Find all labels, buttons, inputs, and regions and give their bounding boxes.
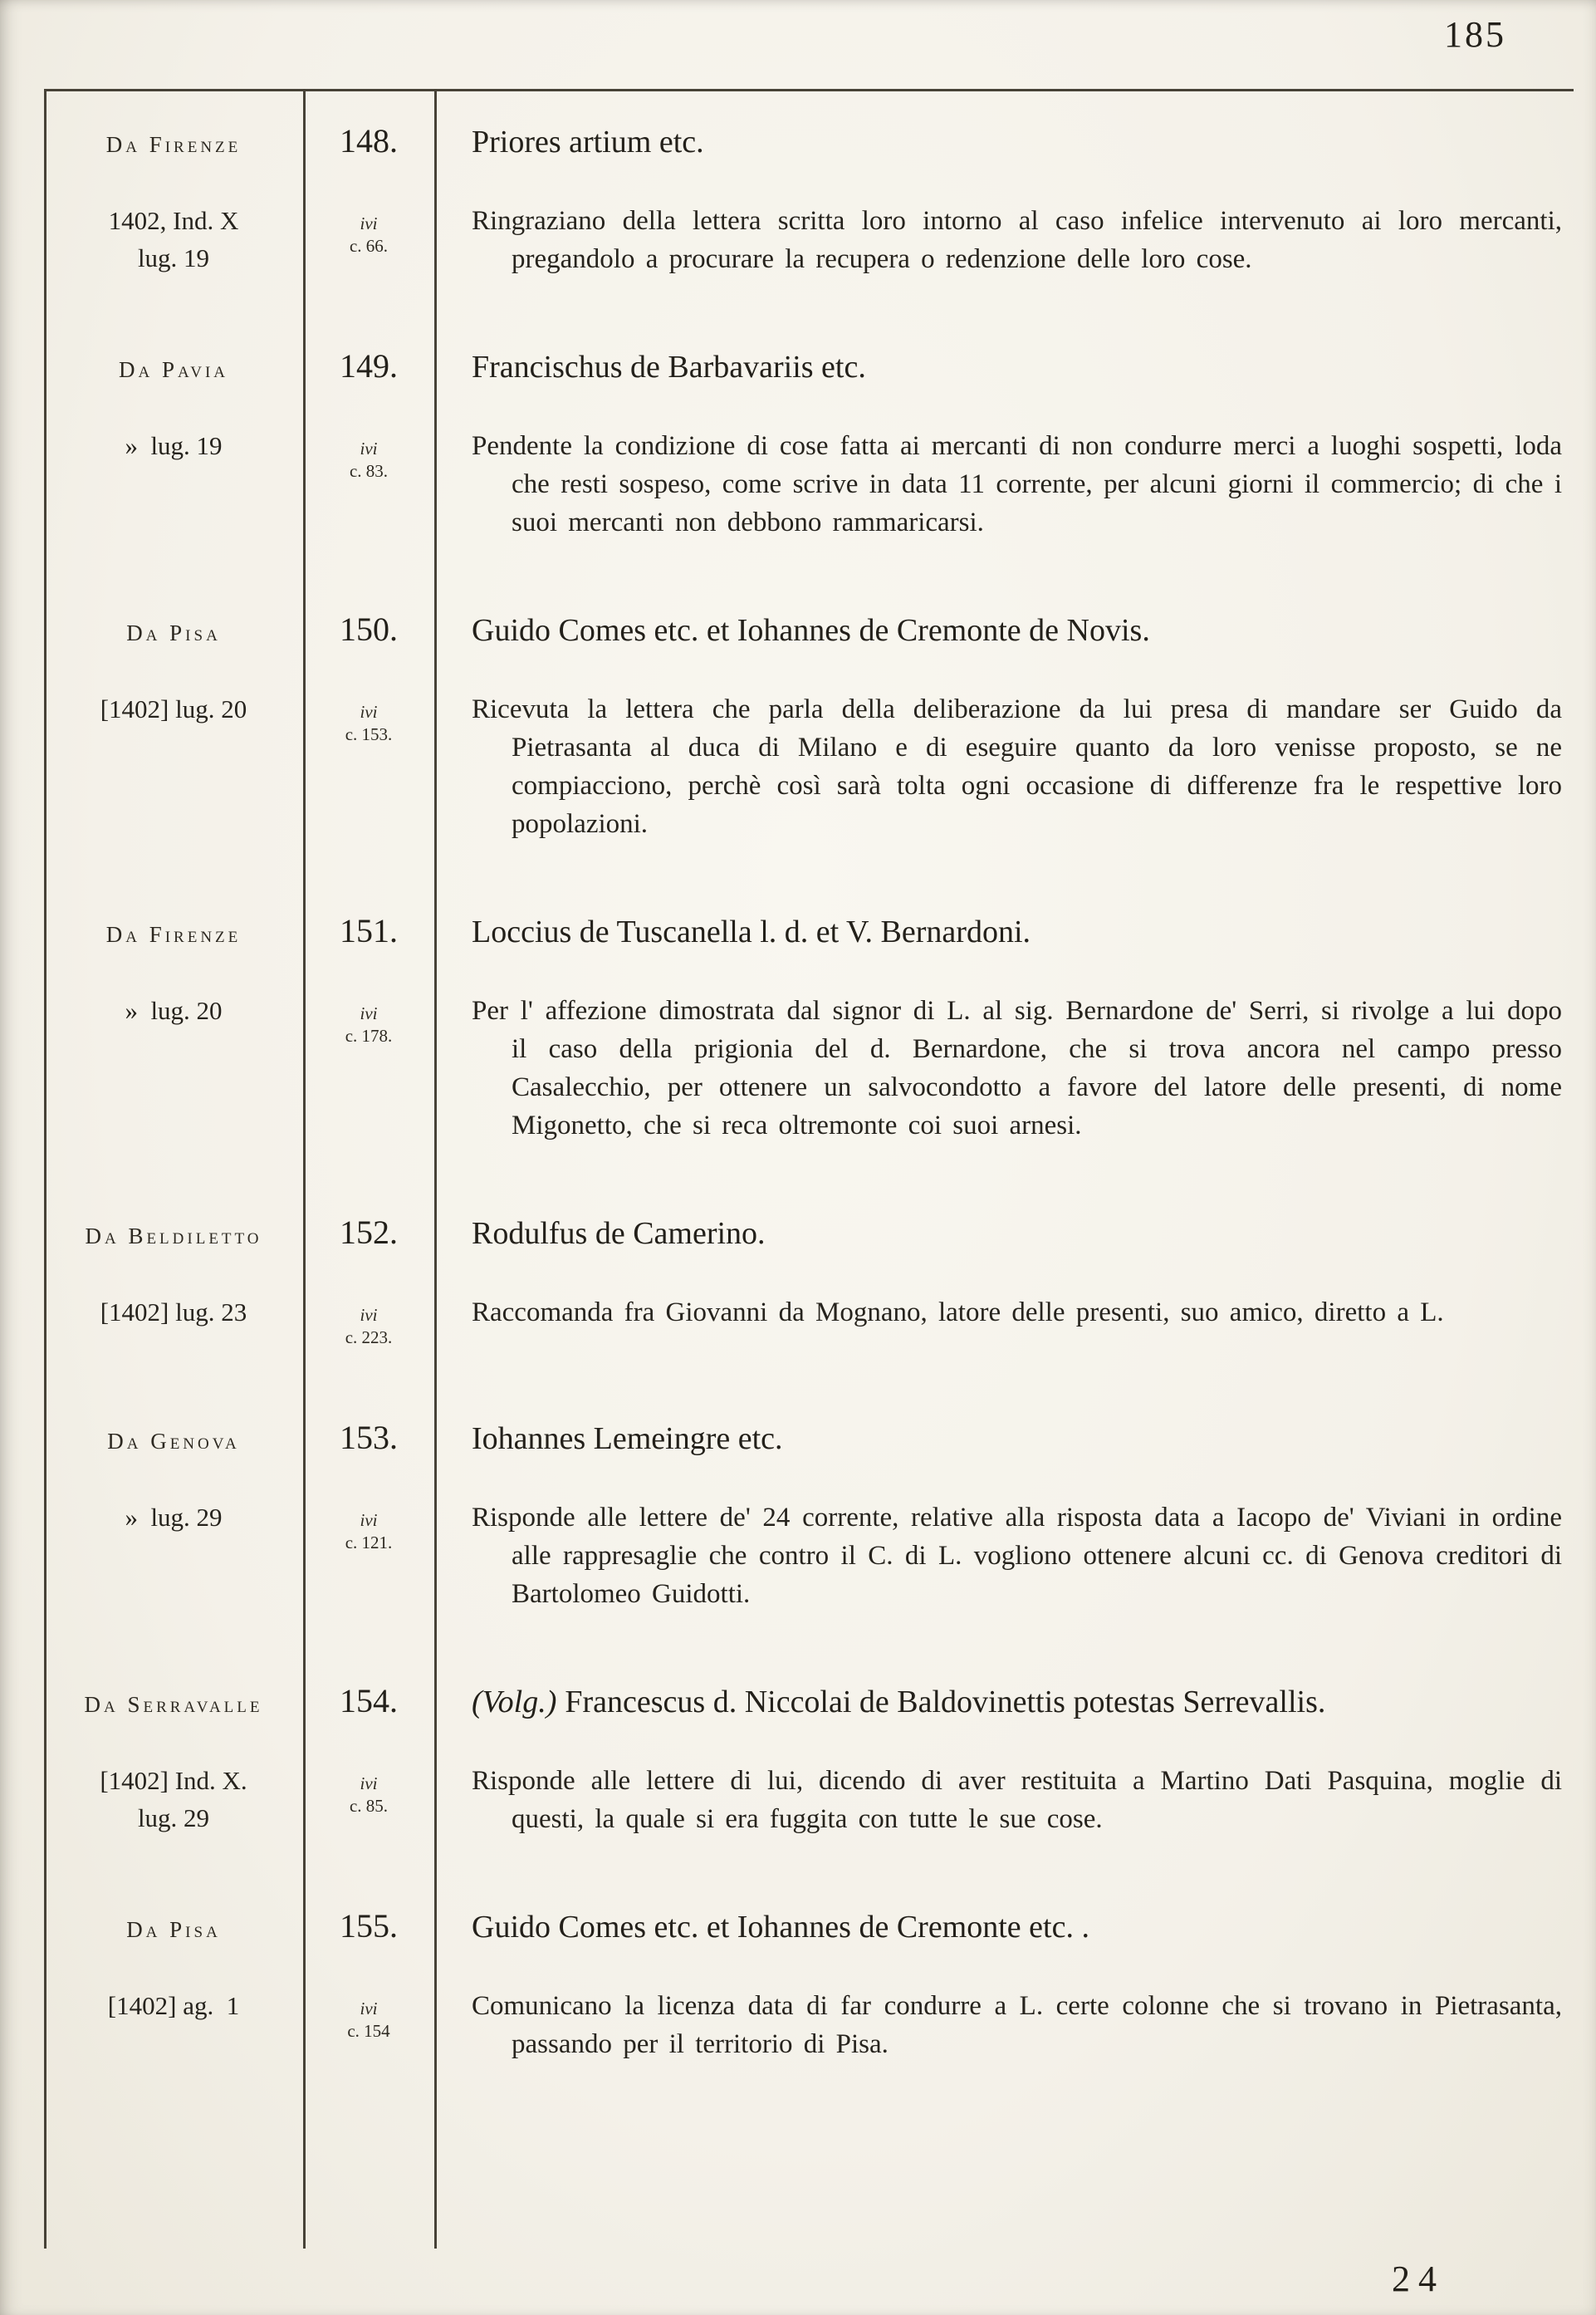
- entry-title-text: Priores artium etc.: [472, 125, 704, 159]
- entry-place: Da Firenze: [105, 922, 242, 947]
- entry-date: » lug. 20: [125, 996, 223, 1025]
- entry-title: [434, 1420, 1574, 1457]
- table-left-rule: [44, 91, 47, 2249]
- entry-date: [1402] ag. 1: [107, 1990, 240, 2020]
- entry-place: Da Firenze: [105, 132, 242, 157]
- register-entry: [44, 121, 1574, 278]
- entry-date: [1402] Ind. X. lug. 29: [100, 1765, 247, 1832]
- entry-ref-ivi: ivi: [360, 1998, 378, 2018]
- entry-folio-ref: [303, 1509, 434, 1555]
- register-entries: [44, 91, 1574, 2063]
- entry-title: [434, 349, 1574, 385]
- entry-date: 1402, Ind. X lug. 19: [108, 206, 239, 272]
- entry-title: [434, 1909, 1574, 1945]
- entry-number: 149.: [340, 347, 398, 385]
- register-entry: [44, 1906, 1574, 2063]
- entry-title-text: Guido Comes etc. et Iohannes de Cremonte de Novis.: [472, 613, 1150, 648]
- entry-ref-ivi: ivi: [360, 1003, 378, 1023]
- entry-ref-carta: c. 85.: [349, 1795, 389, 1816]
- entry-summary: Comunicano la licenza data di far condurre a L. certe colonne che si trovano in Pietrasanta, passando per il territorio di Pisa.: [472, 1990, 1562, 2059]
- register-entry: [44, 1213, 1574, 1350]
- entry-folio-ref: [303, 1998, 434, 2043]
- entry-summary: Raccomanda fra Giovanni da Mognano, latore delle presenti, suo amico, diretto a L.: [472, 1297, 1444, 1327]
- entry-summary: Risponde alle lettere di lui, dicendo di aver restituita a Martino Dati Pasquina, moglie di questi, la quale si era fuggita con tutte le sue cose.: [472, 1765, 1562, 1834]
- entry-folio-ref: [303, 701, 434, 747]
- entry-title: [434, 1215, 1574, 1252]
- entry-folio-ref: [303, 213, 434, 258]
- entry-place: Da Serravalle: [84, 1691, 263, 1717]
- entry-number: 148.: [340, 122, 398, 159]
- table-column-rule-1: [303, 91, 306, 2249]
- entry-title-volg-prefix: (Volg.): [472, 1684, 557, 1719]
- entry-folio-ref: [303, 1003, 434, 1048]
- entry-title-text: Loccius de Tuscanella l. d. et V. Bernardoni.: [472, 915, 1031, 949]
- table-column-rule-2: [434, 91, 437, 2249]
- register-entry: [44, 911, 1574, 1145]
- entry-number: 150.: [340, 611, 398, 648]
- entry-ref-ivi: ivi: [360, 1305, 378, 1325]
- entry-ref-ivi: ivi: [360, 213, 378, 233]
- entry-title-text: Francischus de Barbavariis etc.: [472, 350, 866, 385]
- entry-ref-ivi: ivi: [360, 1509, 378, 1530]
- register-entry: [44, 346, 1574, 542]
- register-entry: [44, 1418, 1574, 1613]
- entry-place: Da Pisa: [126, 620, 221, 645]
- entry-title-text: Francescus d. Niccolai de Baldovinettis potestas Serrevallis.: [565, 1684, 1326, 1719]
- entry-summary: Per l' affezione dimostrata dal signor di L. al sig. Bernardone de' Serri, si rivolge a lui dopo il caso della prigionia del d. Bernardone, che si trova ancora nel campo presso Casalecchio, per ottenere un salvocondotto a favore del latore delle presenti, di nome Migonetto, che si reca oltremonte coi suoi arnesi.: [472, 996, 1562, 1140]
- entry-ref-carta: c. 178.: [345, 1026, 393, 1047]
- entry-folio-ref: [303, 1773, 434, 1818]
- entry-ref-carta: c. 66.: [349, 236, 389, 257]
- entry-place: Da Genova: [107, 1428, 240, 1454]
- entry-ref-carta: c. 153.: [345, 724, 393, 745]
- entry-number: 151.: [340, 912, 398, 949]
- page-signature-number: 24: [1392, 2259, 1445, 2299]
- entry-number: 153.: [340, 1418, 398, 1456]
- entry-title: [434, 914, 1574, 950]
- entry-folio-ref: [303, 438, 434, 483]
- entry-ref-ivi: ivi: [360, 702, 378, 722]
- register-entry: [44, 610, 1574, 843]
- entry-summary: Ricevuta la lettera che parla della deliberazione da lui presa di mandare ser Guido da Pietrasanta al duca di Milano e di eseguire quanto da loro venisse proposto, se ne compiacciono, perchè così sarà tolta ogni occasione di differenze fra le respettive loro popolazioni.: [472, 694, 1562, 839]
- entry-folio-ref: [303, 1304, 434, 1350]
- entry-date: [1402] lug. 23: [100, 1297, 247, 1327]
- entry-ref-carta: c. 223.: [345, 1327, 393, 1348]
- entry-title: [434, 1684, 1574, 1720]
- entry-summary: Pendente la condizione di cose fatta ai mercanti di non condurre merci a luoghi sospetti, loda che resti sospeso, come scrive in data 11 corrente, per alcuni giorni il commercio; di che i suoi mercanti non debbono rammaricarsi.: [472, 431, 1562, 537]
- page-folio-number: 185: [1444, 14, 1506, 55]
- entry-title-text: Guido Comes etc. et Iohannes de Cremonte etc. .: [472, 1909, 1089, 1945]
- entry-title: [434, 612, 1574, 649]
- entry-title-text: Rodulfus de Camerino.: [472, 1216, 766, 1251]
- entry-ref-carta: c. 83.: [349, 461, 389, 482]
- entry-ref-carta: c. 154: [347, 2020, 390, 2041]
- entry-number: 152.: [340, 1214, 398, 1251]
- entry-summary: Ringraziano della lettera scritta loro intorno al caso infelice intervenuto ai loro mercanti, pregandolo a procurare la recupera o redenzione delle loro cose.: [472, 206, 1562, 274]
- entry-place: Da Pisa: [126, 1916, 221, 1942]
- entry-place: Da Pavia: [118, 357, 229, 382]
- register-table: [44, 89, 1574, 2249]
- entry-title: [434, 124, 1574, 160]
- entry-number: 154.: [340, 1681, 398, 1719]
- entry-ref-carta: c. 121.: [345, 1532, 393, 1552]
- entry-summary: Risponde alle lettere de' 24 corrente, relative alla risposta data a Iacopo de' Viviani in ordine alle rappresaglie che contro il C. di L. vogliono ottenere alcuni cc. di Genova creditori di Bartolomeo Guidotti.: [472, 1502, 1562, 1609]
- entry-number: 155.: [340, 1906, 398, 1945]
- entry-date: » lug. 29: [125, 1502, 223, 1532]
- entry-title-text: Iohannes Lemeingre etc.: [472, 1420, 783, 1456]
- entry-date: » lug. 19: [125, 431, 223, 460]
- entry-date: [1402] lug. 20: [100, 694, 247, 723]
- entry-ref-ivi: ivi: [360, 439, 378, 459]
- register-entry: [44, 1681, 1574, 1838]
- entry-ref-ivi: ivi: [360, 1773, 378, 1793]
- entry-place: Da Beldiletto: [85, 1224, 262, 1248]
